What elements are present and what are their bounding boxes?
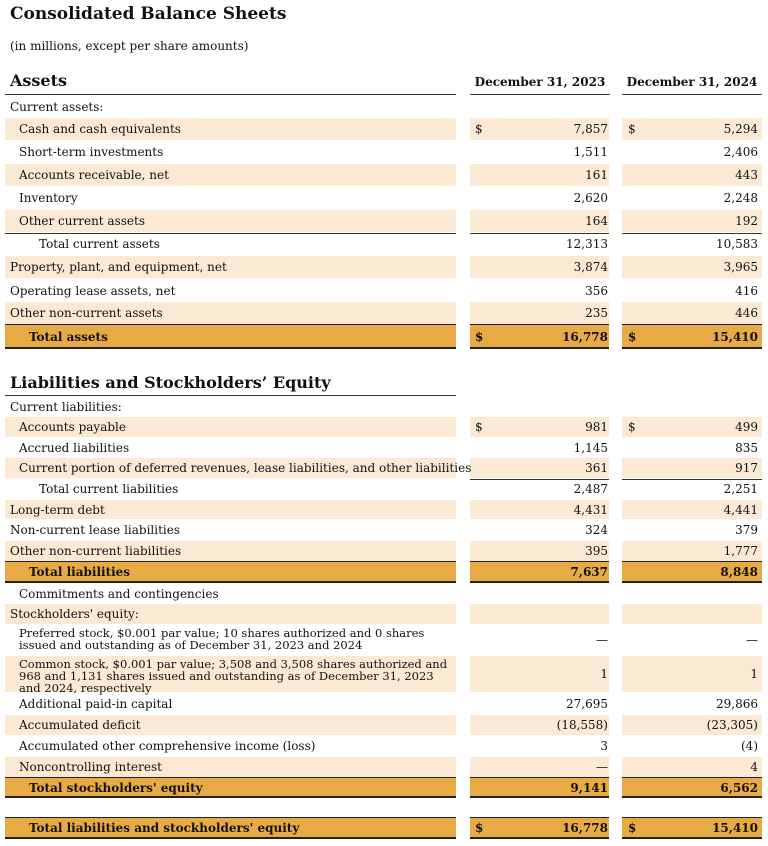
row-label: Accumulated other comprehensive income (loss) — [19, 739, 316, 753]
value-2023: 27,695 — [566, 697, 608, 711]
value-2023: 16,778 — [562, 330, 608, 344]
value-2024: 3,965 — [723, 260, 758, 274]
value-2024: 8,848 — [720, 565, 758, 579]
row-label: Inventory — [19, 191, 78, 205]
column-header-2023: December 31, 2023 — [474, 75, 606, 89]
value-2023: — — [596, 633, 608, 647]
dollar-sign-2024: $ — [628, 821, 637, 835]
value-2023: 7,637 — [570, 565, 608, 579]
value-2024: 499 — [735, 420, 758, 434]
row-label: Current portion of deferred revenues, lease liabilities, and other liabilities — [19, 461, 472, 475]
value-2024: 379 — [735, 523, 758, 537]
value-2024: 917 — [735, 461, 758, 475]
row-label: Total assets — [29, 330, 108, 344]
row-total-assets — [0, 324, 768, 349]
value-2024: 15,410 — [712, 330, 758, 344]
row-short-term-investments — [0, 141, 768, 162]
row-noncurrent-lease-liabilities — [0, 520, 768, 540]
row-ppe — [0, 256, 768, 278]
value-2024: (4) — [741, 739, 758, 753]
cell-background — [470, 656, 609, 692]
row-accounts-receivable — [0, 164, 768, 186]
value-2023: 3,874 — [573, 260, 608, 274]
row-label: Total liabilities and stockholders' equity — [29, 821, 300, 835]
value-2024: 446 — [735, 306, 758, 320]
value-2023: 4,431 — [573, 503, 608, 517]
page-title: Consolidated Balance Sheets — [10, 4, 287, 24]
value-2023: 1 — [600, 667, 608, 681]
value-2023: 361 — [585, 461, 608, 475]
row-label: Current liabilities: — [10, 400, 122, 414]
value-2024: 5,294 — [723, 122, 758, 136]
row-label: Other current assets — [19, 214, 145, 228]
value-2024: (23,305) — [706, 718, 758, 732]
dollar-sign-2024: $ — [628, 330, 637, 344]
row-label: Total current liabilities — [39, 482, 179, 496]
value-2023: 1,511 — [573, 145, 608, 159]
dollar-sign-2023: $ — [475, 420, 483, 434]
row-label: Preferred stock, $0.001 par value; 10 shares authorized and 0 shares issued and outstanding as of December 31, 2023 and 2024 — [19, 626, 425, 652]
row-common-stock — [0, 656, 768, 695]
row-total-current-liabilities — [0, 479, 768, 499]
value-2024: 15,410 — [712, 821, 758, 835]
cell-background — [470, 398, 609, 416]
row-label: Accounts payable — [19, 420, 126, 434]
row-label: Accounts receivable, net — [19, 168, 169, 182]
value-2024: 443 — [735, 168, 758, 182]
value-2023: 981 — [585, 420, 608, 434]
cell-background — [470, 584, 609, 603]
row-total-current-assets — [0, 233, 768, 255]
row-other-current-assets — [0, 210, 768, 232]
row-total-stockholders-equity — [0, 777, 768, 798]
value-2024: 2,248 — [723, 191, 758, 205]
row-noncontrolling-interest — [0, 757, 768, 777]
cell-background — [622, 398, 762, 416]
row-operating-lease-assets — [0, 280, 768, 301]
dollar-sign-2023: $ — [475, 330, 484, 344]
value-2023: 356 — [585, 284, 608, 298]
dollar-sign-2023: $ — [475, 122, 483, 136]
row-other-noncurrent-liabilities — [0, 541, 768, 561]
current-liabilities-header — [0, 398, 768, 416]
column-header-2024: December 31, 2024 — [626, 75, 758, 89]
assets-heading-rule — [5, 94, 456, 95]
value-2024: 416 — [735, 284, 758, 298]
row-label: Other non-current assets — [10, 306, 163, 320]
row-label: Non-current lease liabilities — [10, 523, 181, 537]
value-2023: 235 — [585, 306, 608, 320]
dollar-sign-2024: $ — [628, 420, 636, 434]
cell-background — [470, 625, 609, 655]
row-cash — [0, 118, 768, 140]
row-label: Accrued liabilities — [19, 441, 130, 455]
row-label: Commitments and contingencies — [19, 587, 219, 601]
value-2023: 3 — [600, 739, 608, 753]
row-preferred-stock — [0, 625, 768, 655]
value-2023: (18,558) — [556, 718, 608, 732]
value-2023: 7,857 — [573, 122, 608, 136]
row-commitments — [0, 584, 768, 603]
row-total-liabilities — [0, 561, 768, 583]
liabilities-heading: Liabilities and Stockholders’ Equity — [10, 373, 331, 392]
row-accumulated-deficit — [0, 715, 768, 735]
cell-background — [622, 97, 762, 117]
value-2023: 2,620 — [573, 191, 608, 205]
row-accounts-payable — [0, 417, 768, 437]
liabilities-heading-rule — [5, 395, 456, 396]
dollar-sign-2024: $ — [628, 122, 636, 136]
row-inventory — [0, 187, 768, 209]
row-label: Total current assets — [39, 237, 160, 251]
current-assets-header — [0, 97, 768, 117]
value-2024: 1,777 — [723, 544, 758, 558]
value-2023: 324 — [585, 523, 608, 537]
cell-background — [470, 757, 609, 777]
row-label: Long-term debt — [10, 503, 105, 517]
value-2023: 2,487 — [573, 482, 608, 496]
row-label: Operating lease assets, net — [10, 284, 176, 298]
row-label: Total liabilities — [29, 565, 131, 579]
dollar-sign-2023: $ — [475, 821, 484, 835]
cell-background — [622, 757, 762, 777]
value-2023: 161 — [585, 168, 608, 182]
value-2024: 1 — [750, 667, 758, 681]
row-current-portion-deferred — [0, 458, 768, 478]
row-accrued-liabilities — [0, 438, 768, 457]
row-label: Other non-current liabilities — [10, 544, 182, 558]
row-label: Property, plant, and equipment, net — [10, 260, 227, 274]
row-label: Stockholders' equity: — [10, 607, 139, 621]
value-2024: 6,562 — [720, 781, 758, 795]
value-2023: — — [596, 760, 608, 774]
value-2024: 835 — [735, 441, 758, 455]
value-2024: 192 — [735, 214, 758, 228]
row-label: Short-term investments — [19, 145, 164, 159]
row-apic — [0, 694, 768, 714]
cell-background — [622, 656, 762, 692]
value-2024: 29,866 — [716, 697, 758, 711]
row-label: Noncontrolling interest — [19, 760, 162, 774]
value-2024: 2,406 — [723, 145, 758, 159]
value-2024: 4,441 — [723, 503, 758, 517]
cell-background — [622, 604, 762, 624]
column-header-2024-rule — [622, 94, 762, 95]
value-2023: 16,778 — [562, 821, 608, 835]
cell-background — [470, 736, 609, 756]
page-subtitle: (in millions, except per share amounts) — [10, 39, 249, 53]
row-label: Cash and cash equivalents — [19, 122, 181, 136]
cell-background — [470, 97, 609, 117]
row-long-term-debt — [0, 500, 768, 519]
row-label: Total stockholders' equity — [29, 781, 203, 795]
value-2024: 2,251 — [723, 482, 758, 496]
value-2023: 9,141 — [570, 781, 608, 795]
cell-background — [470, 604, 609, 624]
value-2023: 164 — [585, 214, 608, 228]
value-2024: 10,583 — [716, 237, 758, 251]
row-label: Common stock, $0.001 par value; 3,508 and 3,508 shares authorized and 968 and 1,131 shares issued and outstanding as of December 31, 2023 and 2024, respectively — [19, 657, 448, 695]
assets-heading: Assets — [10, 71, 68, 90]
value-2024: — — [746, 633, 758, 647]
cell-background — [622, 625, 762, 655]
row-other-noncurrent-assets — [0, 302, 768, 324]
stockholders-equity-header — [0, 604, 768, 624]
row-label: Additional paid-in capital — [19, 697, 173, 711]
cell-background — [622, 584, 762, 603]
value-2023: 1,145 — [573, 441, 608, 455]
row-total-liabilities-equity — [0, 817, 768, 839]
value-2023: 395 — [585, 544, 608, 558]
row-aoci — [0, 736, 768, 756]
column-header-2023-rule — [470, 94, 610, 95]
value-2024: 4 — [750, 760, 758, 774]
row-label: Accumulated deficit — [19, 718, 141, 732]
value-2023: 12,313 — [566, 237, 608, 251]
row-label: Current assets: — [10, 100, 104, 114]
